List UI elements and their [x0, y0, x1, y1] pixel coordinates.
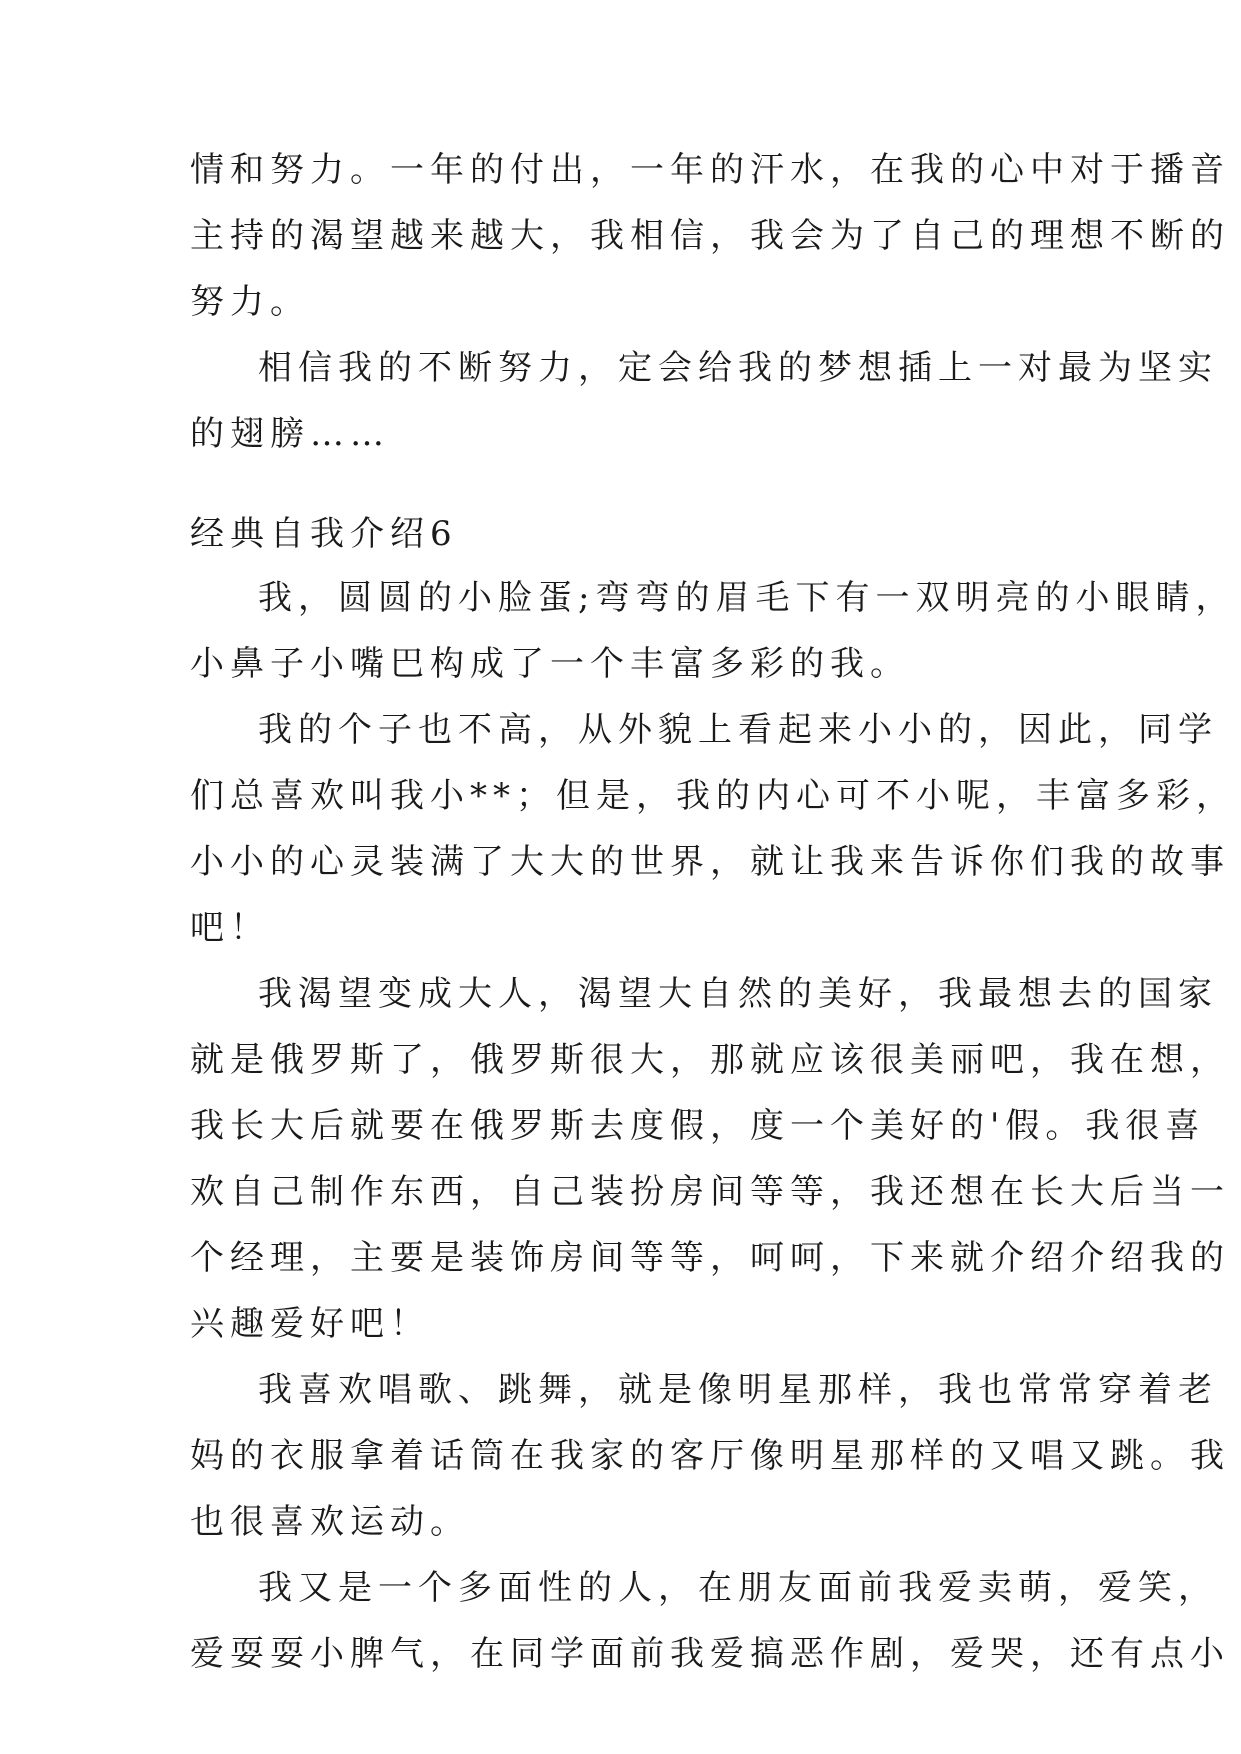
text-line: 我喜欢唱歌、跳舞，就是像明星那样，我也常常穿着老: [258, 1370, 1218, 1410]
text-line: 我又是一个多面性的人，在朋友面前我爱卖萌，爱笑，: [258, 1568, 1218, 1608]
text-line: 我长大后就要在俄罗斯去度假，度一个美好的'假。我很喜: [190, 1106, 1206, 1146]
text-line: 爱耍耍小脾气，在同学面前我爱搞恶作剧，爱哭，还有点小: [190, 1634, 1230, 1674]
text-line: 吧！: [190, 908, 270, 948]
section-title: 经典自我介绍6: [190, 514, 458, 554]
text-line: 就是俄罗斯了，俄罗斯很大，那就应该很美丽吧，我在想，: [190, 1040, 1230, 1080]
text-line: 小小的心灵装满了大大的世界，就让我来告诉你们我的故事: [190, 842, 1230, 882]
text-line: 也很喜欢运动。: [190, 1502, 470, 1542]
text-line: 相信我的不断努力，定会给我的梦想插上一对最为坚实: [258, 348, 1218, 388]
text-line: 兴趣爱好吧！: [190, 1304, 430, 1344]
text-line: 我，圆圆的小脸蛋;弯弯的眉毛下有一双明亮的小眼睛，: [258, 578, 1236, 618]
text-line: 小鼻子小嘴巴构成了一个丰富多彩的我。: [190, 644, 910, 684]
text-line: 情和努力。一年的付出，一年的汗水，在我的心中对于播音: [190, 150, 1230, 190]
text-line: 妈的衣服拿着话筒在我家的客厅像明星那样的又唱又跳。我: [190, 1436, 1230, 1476]
text-line: 我的个子也不高，从外貌上看起来小小的，因此，同学: [258, 710, 1218, 750]
text-line: 我渴望变成大人，渴望大自然的美好，我最想去的国家: [258, 974, 1218, 1014]
text-line: 们总喜欢叫我小**；但是，我的内心可不小呢，丰富多彩，: [190, 776, 1236, 816]
text-line: 主持的渴望越来越大，我相信，我会为了自己的理想不断的: [190, 216, 1230, 256]
text-line: 个经理，主要是装饰房间等等，呵呵，下来就介绍介绍我的: [190, 1238, 1230, 1278]
text-line: 的翅膀……: [190, 414, 390, 454]
text-line: 努力。: [190, 282, 310, 322]
text-line: 欢自己制作东西，自己装扮房间等等，我还想在长大后当一: [190, 1172, 1230, 1212]
